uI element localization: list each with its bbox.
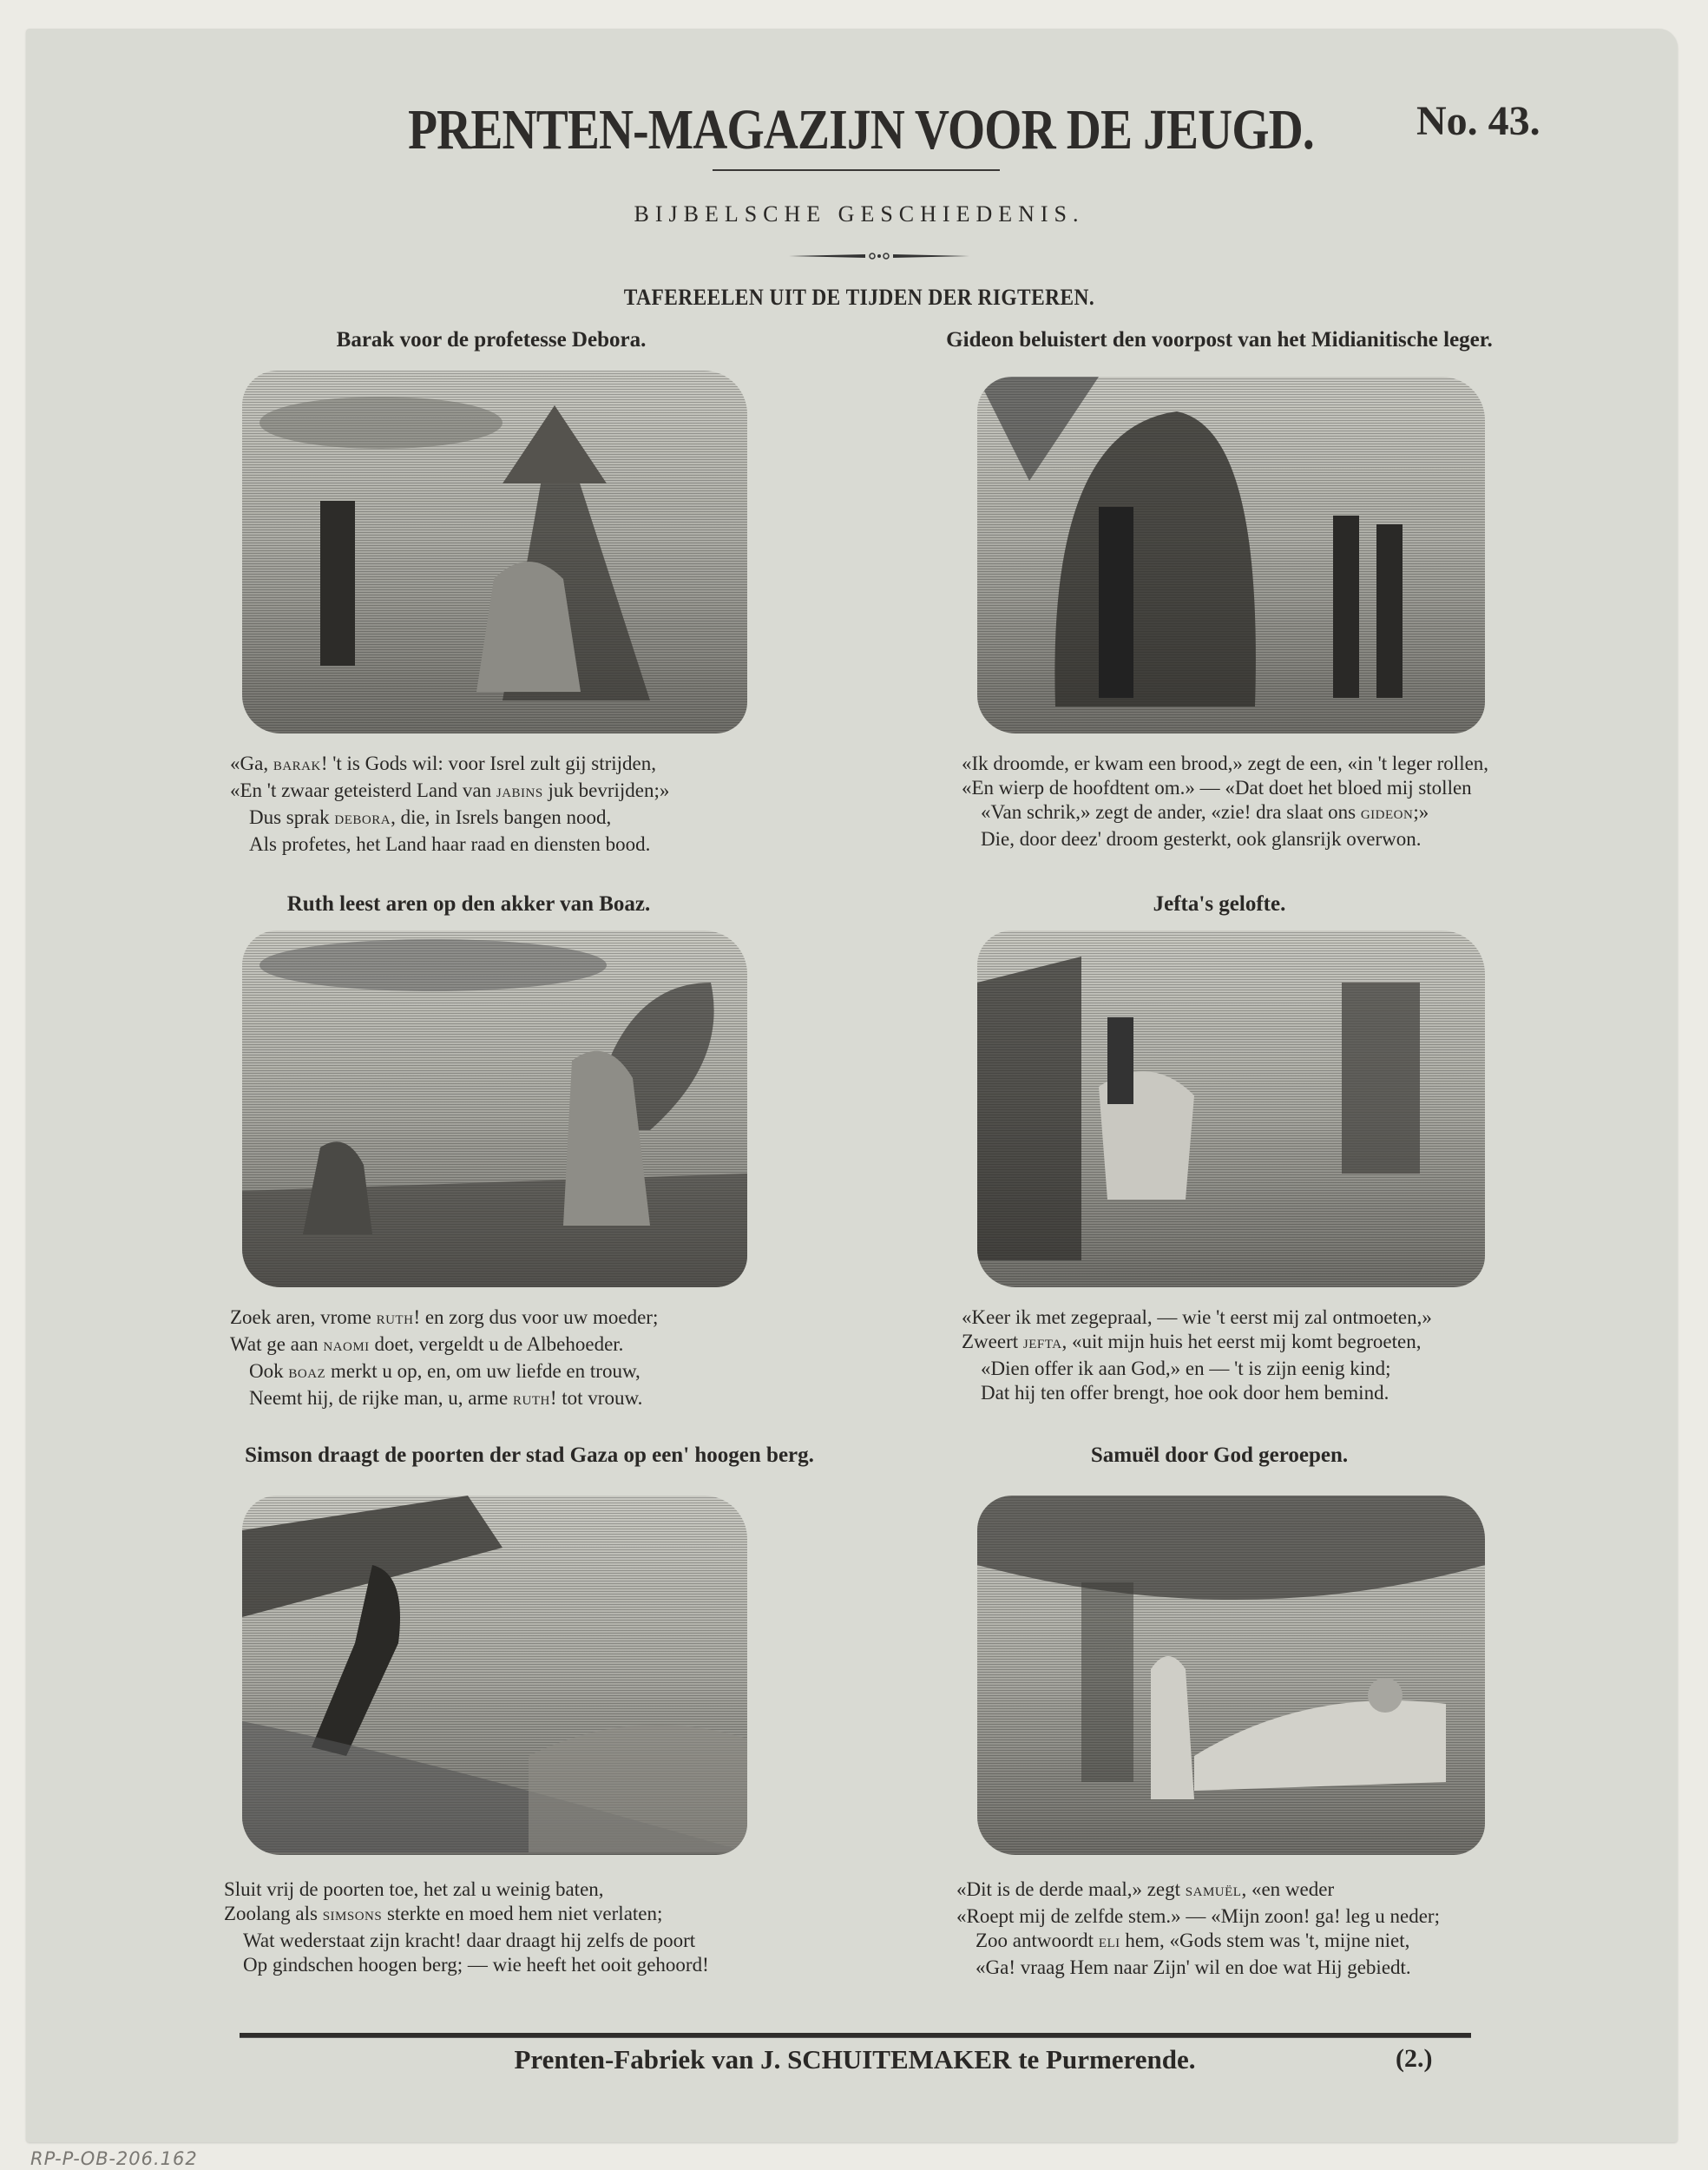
name-smallcaps: RUTH — [513, 1394, 550, 1408]
verse-line: «En wierp de hoofdtent om.» — «Dat doet het bloed mij stollen — [962, 777, 1472, 799]
verse-line: «Ik droomde, er kwam een brood,» zegt de een, «in 't leger rollen, — [962, 753, 1489, 774]
verse-line: «Dit is de derde maal,» zegt SAMUËL, «en weder — [956, 1878, 1335, 1900]
soldiers-rock-icon — [977, 377, 1485, 733]
title-underline — [713, 169, 1000, 171]
footer-rule — [240, 2033, 1471, 2038]
panel-caption: Gideon beluistert den voorpost van het Midianitische leger. — [946, 328, 1493, 352]
verse-line: Ook BOAZ merkt u op, en, om uw liefde en trouw, — [249, 1360, 640, 1382]
issue-number: No. 43. — [1416, 98, 1540, 144]
verse-line: «Roept mij de zelfde stem.» — «Mijn zoon! ga! leg u neder; — [956, 1905, 1440, 1927]
ornament-divider-icon — [789, 252, 969, 260]
verse — [962, 752, 1488, 852]
panel-caption: Jefta's gelofte. — [1153, 892, 1286, 916]
verse-line: «Ga, BARAK! 't is Gods wil: voor Isrel zult gij strijden, — [230, 753, 657, 774]
verse-line: Dus sprak DEBORA, die, in Isrels bangen nood, — [249, 806, 612, 828]
panel-caption: Ruth leest aren op den akker van Boaz. — [286, 892, 651, 916]
verse-line: Als profetes, het Land haar raad en diensten bood. — [249, 833, 651, 855]
harvest-field-icon — [242, 930, 747, 1287]
section-heading: TAFEREELEN UIT DE TIJDEN DER RIGTEREN. — [623, 285, 1095, 310]
page-number: (2.) — [1396, 2044, 1433, 2073]
tent-scene-icon — [242, 371, 747, 733]
verse — [230, 1305, 658, 1413]
rider-gate-icon — [977, 930, 1485, 1287]
verse-line: Dat hij ten offer brengt, hoe ook door hem bemind. — [981, 1382, 1389, 1404]
verse-line: «Keer ik met zegepraal, — wie 't eerst mij zal ontmoeten,» — [962, 1306, 1432, 1328]
verse-line: Zweert JEFTA, «uit mijn huis het eerst mij komt begroeten, — [962, 1331, 1422, 1352]
name-smallcaps: RUTH — [376, 1313, 414, 1327]
panel-caption: Simson draagt de poorten der stad Gaza op een' hoogen berg. — [245, 1443, 814, 1467]
subtitle: BIJBELSCHE GESCHIEDENIS. — [634, 201, 1085, 227]
name-smallcaps: GIDEON — [1360, 808, 1414, 822]
verse-line: «En 't zwaar geteisterd Land van JABINS juk bevrijden;» — [230, 779, 670, 801]
verse-line: «Van schrik,» zegt de ander, «zie! dra slaat ons GIDEON;» — [981, 801, 1429, 823]
verse-line: Op gindschen hoogen berg; — wie heeft het ooit gehoord! — [243, 1954, 709, 1976]
verse-line: Wat ge aan NAOMI doet, vergeldt u de Albehoeder. — [230, 1333, 624, 1355]
name-smallcaps: JABINS — [496, 786, 543, 800]
panel-caption: Samuël door God geroepen. — [1090, 1443, 1349, 1467]
verse-line: Sluit vrij de poorten toe, het zal u weinig baten, — [224, 1878, 604, 1900]
verse-line: Neemt hij, de rijke man, u, arme RUTH! tot vrouw. — [249, 1387, 643, 1409]
gate-carrier-icon — [242, 1496, 747, 1855]
verse — [230, 752, 669, 857]
bedchamber-icon — [977, 1496, 1485, 1855]
name-smallcaps: NAOMI — [323, 1340, 370, 1354]
verse-line: Zoo antwoordt ELI hem, «Gods stem was 't, mijne niet, — [976, 1930, 1410, 1951]
name-smallcaps: SIMSONS — [322, 1910, 383, 1923]
verse-line: Zoolang als SIMSONS sterkte en moed hem niet verlaten; — [224, 1903, 663, 1924]
name-smallcaps: SAMUËL — [1185, 1885, 1242, 1899]
verse-line: Die, door deez' droom gesterkt, ook glansrijk overwon. — [981, 828, 1422, 850]
name-smallcaps: DEBORA — [334, 813, 391, 827]
name-smallcaps: JEFTA — [1022, 1338, 1062, 1351]
publisher-imprint: Prenten-Fabriek van J. SCHUITEMAKER te Purmerende. — [514, 2044, 1196, 2075]
panel-caption: Barak voor de profetesse Debora. — [336, 328, 647, 352]
verse-line: «Ga! vraag Hem naar Zijn' wil en doe wat Hij gebiedt. — [976, 1956, 1411, 1978]
verse-line: Wat wederstaat zijn kracht! daar draagt hij zelfs de poort — [243, 1930, 696, 1951]
verse-line: «Dien offer ik aan God,» en — 't is zijn eenig kind; — [981, 1358, 1391, 1379]
inventory-number: RP-P-OB-206.162 — [30, 2148, 198, 2169]
verse — [224, 1877, 709, 1977]
verse — [962, 1305, 1432, 1405]
name-smallcaps: BOAZ — [288, 1367, 326, 1381]
page-title: PRENTEN-MAGAZIJN VOOR DE JEUGD. — [408, 98, 1314, 161]
verse — [956, 1877, 1440, 1980]
verse-line: Zoek aren, vrome RUTH! en zorg dus voor uw moeder; — [230, 1306, 659, 1328]
name-smallcaps: BARAK — [273, 760, 321, 773]
name-smallcaps: ELI — [1098, 1937, 1120, 1950]
